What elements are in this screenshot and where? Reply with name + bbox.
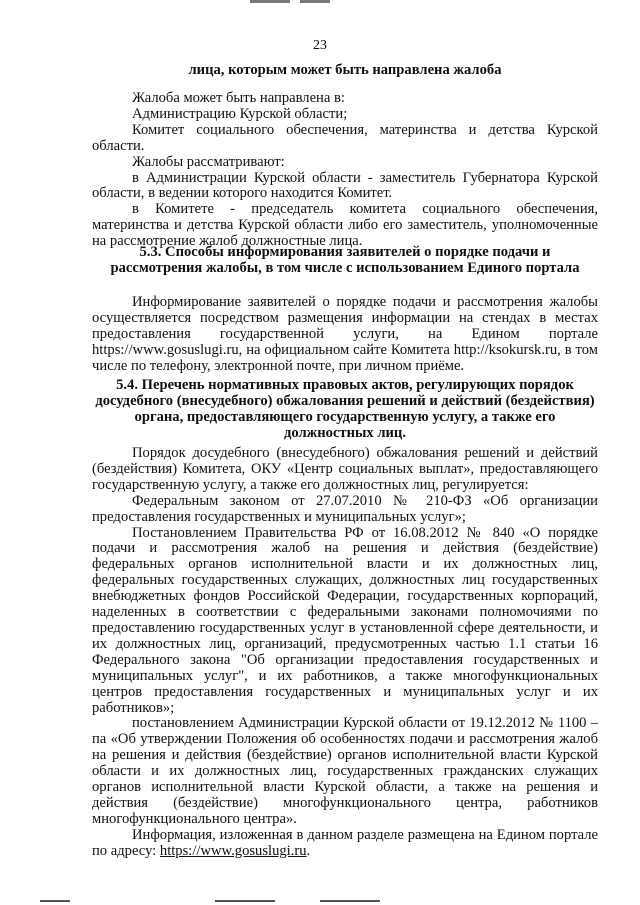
recipient-administration: Администрацию Курской области;: [132, 105, 348, 122]
scan-artifact-top-left: [250, 0, 290, 3]
regulation-regional-decree: постановлением Администрации Курской области от 19.12.2012 № 1100 – па «Об утверждении Положения об особенностях подачи и рассмотрения жалоб на решения и действия (бездействие) органов исполнительной власти Курской области и их должностных лиц, государственных гражданских служащих органов исполнительной власти Курской области, а также на решения и действия (бездействие) многофункционального центра, работников многофункционального центра».: [92, 715, 598, 827]
regulation-federal-law: Федеральным законом от 27.07.2010 № 210-ФЗ «Об организации предоставления государственных и муниципальных услуг»;: [92, 492, 598, 525]
scan-artifact-bottom-left: [40, 900, 70, 902]
reviewer-administration: в Администрации Курской области - заместитель Губернатора Курской области, в ведении которого находится Комитет.: [92, 169, 598, 202]
reviewer-committee: в Комитете - председатель комитета социального обеспечения, материнства и детства Курской области либо его заместитель, уполномоченные на рассмотрение жалоб должностные лица.: [92, 201, 598, 250]
portal-info-paragraph: [92, 828, 598, 860]
regulation-government-decree: Постановлением Правительства РФ от 16.08.2012 № 840 «О порядке подачи и рассмотрения жалоб на решения и действия (бездействие) федеральных органов исполнительной власти и их должностных лиц, федеральных государственных служащих, должностных лиц государственных внебюджетных фондов Российской Федерации, государственных корпораций, наделенных в соответствии с федеральными законами полномочиями по предоставлению государственных услуг в установленной сфере деятельности, и их должностных лиц, организаций, предусмотренных частью 1.1 статьи 16 Федерального закона "Об организации предоставления государственных и муниципальных услуг", и их работников, а также многофункциональных центров предоставления государственных и муниципальных услуг и их работников»;: [92, 524, 598, 716]
scan-artifact-top-right: [300, 0, 330, 3]
section-5-3-heading: 5.3. Способы информирования заявителей о порядке подачи и рассмотрения жалобы, в том числе с использованием Единого портала: [110, 244, 580, 276]
recipient-committee: Комитет социального обеспечения, материнства и детства Курской области.: [92, 121, 598, 154]
scan-artifact-bottom-right: [320, 900, 380, 902]
section-5-3-text: Информирование заявителей о порядке подачи и рассмотрения жалобы осуществляется посредством размещения информации на стендах в местах предоставления государственной услуги, на Едином портале https://www.gosuslugi.ru, на официальном сайте Комитета http://ksokursk.ru, в том числе по телефону, электронной почте, при личном приёме.: [92, 294, 598, 374]
scan-artifact-bottom-center: [215, 900, 275, 902]
page-number: 23: [313, 38, 327, 53]
reviewers-intro: Жалобы рассматривают:: [132, 153, 285, 170]
section-5-4-body: [92, 446, 598, 860]
recipients-intro: Жалоба может быть направлена в:: [132, 90, 345, 106]
section-5-4-heading: 5.4. Перечень нормативных правовых актов, регулирующих порядок досудебного (внесудебного) обжалования решений и действий (бездействия) органа, предоставляющего государственную услугу, а также его должностных лиц.: [95, 377, 595, 441]
final-period: .: [306, 842, 311, 859]
portal-info-text: Информация, изложенная в данном разделе размещена на Едином портале по адресу:: [92, 826, 598, 859]
gosuslugi-link[interactable]: https://www.gosuslugi.ru: [159, 842, 307, 859]
intro-heading: лица, которым может быть направлена жалоба: [188, 62, 502, 78]
regulation-intro: Порядок досудебного (внесудебного) обжалования решений и действий (бездействия) Комитета, ОКУ «Центр социальных выплат», предоставляющего государственную услугу, а также его должностных лиц, регулируется:: [92, 445, 598, 493]
complaint-recipients-block: [92, 91, 598, 250]
